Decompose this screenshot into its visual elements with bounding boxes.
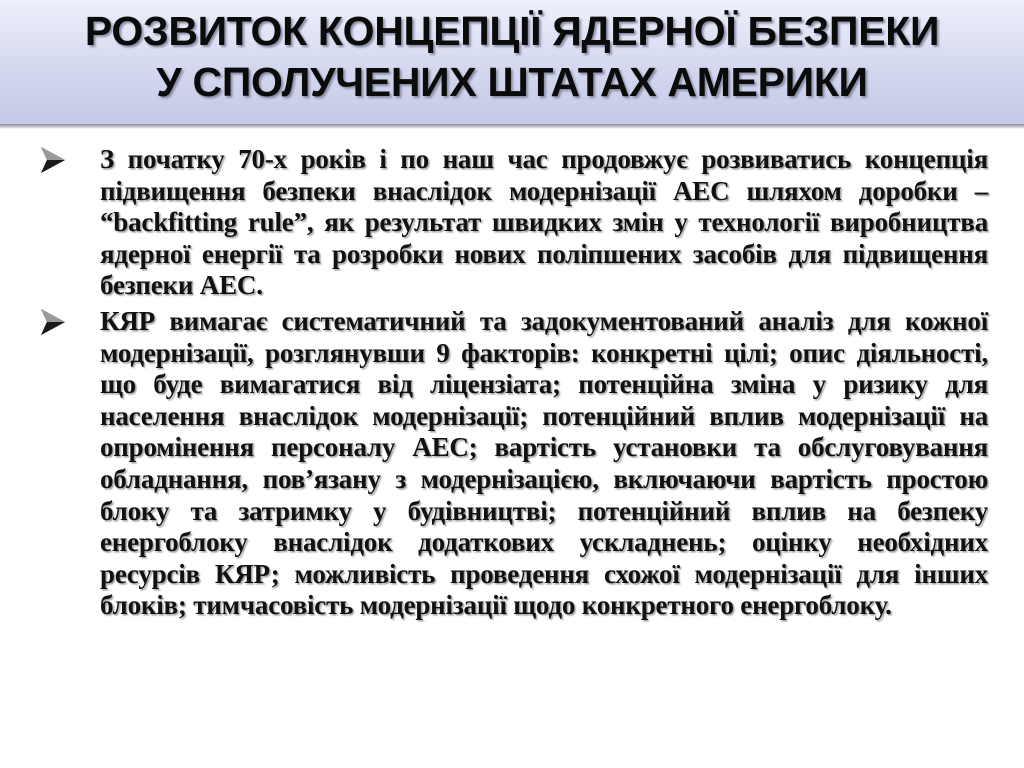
slide-title-line-1: РОЗВИТОК КОНЦЕПЦІЇ ЯДЕРНОЇ БЕЗПЕКИ (84, 8, 940, 54)
slide-title-line-2: У СПОЛУЧЕНИХ ШТАТАХ АМЕРИКИ (156, 59, 868, 105)
slide-content (30, 144, 988, 626)
bullet-item-1 (30, 144, 988, 302)
bullet-item-2 (30, 306, 988, 622)
arrow-bullet-icon (38, 306, 68, 338)
bullet-text-2: КЯР вимагає систематичний та задокументований аналіз для кожної модернізації, розглянувши 9 факторів: конкретні цілі; опис діяльності, що буде вимагатися від ліцензіата; потенційна зміна у ризику для населення внаслідок модернізації; потенційний вплив модернізації на опромінення персоналу АЕС; вартість установки та обслуговування обладнання, пов’язану з модернізацією, включаючи вартість простою блоку та затримку у будівництві; потенційний вплив на безпеку енергоблоку внаслідок додаткових ускладнень; оцінку необхідних ресурсів КЯР; можливість проведення схожої модернізації для інших блоків; тимчасовість модернізації щодо конкретного енергоблоку. (100, 305, 988, 621)
arrow-bullet-icon (38, 144, 68, 176)
title-divider (0, 124, 1024, 129)
bullet-text-1: З початку 70-х років і по наш час продовжує розвиватись концепція підвищення безпеки внаслідок модернізації АЕС шляхом доробки – “backfitting rule”, як результат швидких змін у технології виробництва ядерної енергії та розробки нових поліпшених засобів для підвищення безпеки АЕС. (100, 144, 988, 301)
slide-title (10, 6, 1014, 108)
